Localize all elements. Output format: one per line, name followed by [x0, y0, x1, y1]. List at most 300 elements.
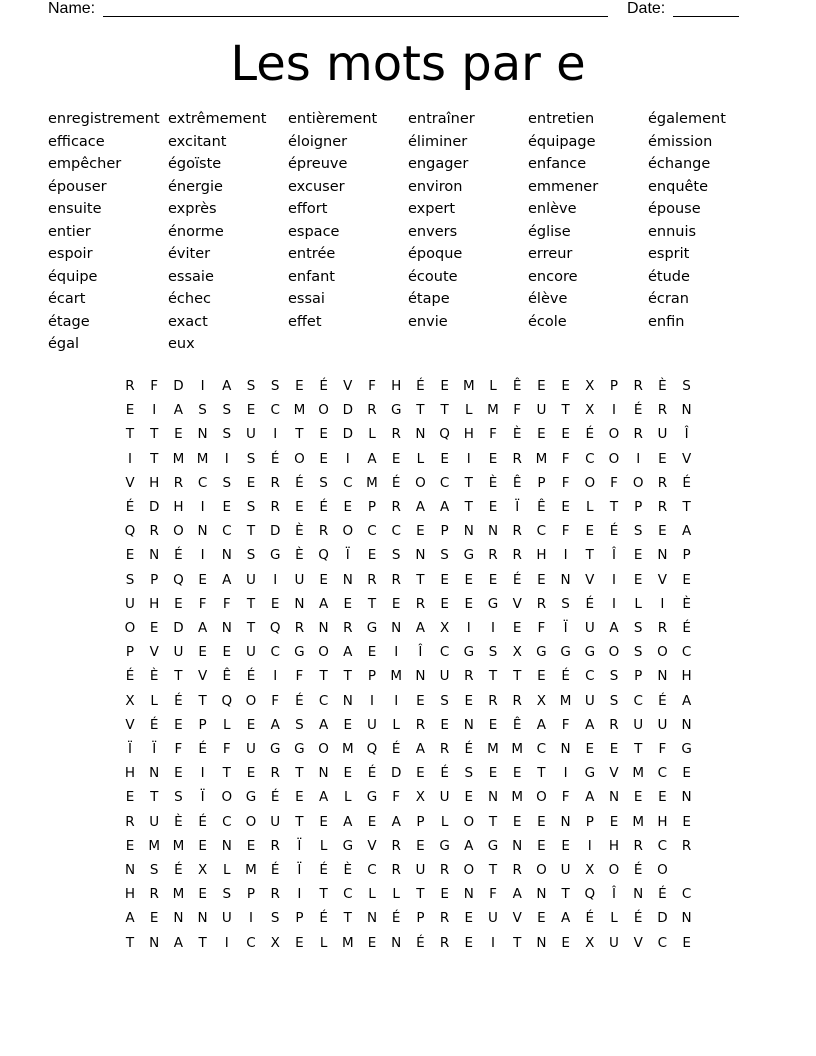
- grid-letter: F: [561, 716, 570, 733]
- grid-letter: A: [222, 571, 232, 588]
- grid-letter: E: [609, 741, 619, 757]
- grid-letter: A: [197, 620, 208, 636]
- grid-letter: C: [657, 765, 668, 782]
- grid-letter: C: [246, 934, 256, 951]
- grid-letter: T: [488, 862, 498, 878]
- grid-letter: F: [561, 523, 570, 540]
- grid-letter: R: [488, 692, 498, 709]
- grid-row: [119, 616, 699, 640]
- grid-letter: R: [657, 402, 668, 419]
- grid-letter: É: [658, 692, 667, 709]
- grid-letter: E: [319, 450, 328, 467]
- grid-letter: O: [318, 644, 329, 661]
- grid-letter: S: [222, 886, 232, 903]
- grid-letter: R: [391, 862, 401, 878]
- grid-letter: X: [585, 378, 595, 394]
- grid-letter: N: [197, 910, 208, 927]
- grid-letter: A: [318, 595, 329, 612]
- word-list-item: effet: [288, 313, 322, 330]
- grid-letter: R: [657, 474, 668, 491]
- grid-letter: É: [633, 402, 643, 419]
- grid-letter: E: [537, 910, 546, 927]
- grid-letter: D: [657, 910, 668, 927]
- grid-letter: Ï: [152, 741, 157, 757]
- grid-letter: O: [608, 426, 620, 443]
- grid-letter: N: [197, 523, 208, 540]
- grid-letter: A: [173, 402, 184, 419]
- grid-letter: E: [391, 595, 401, 612]
- grid-letter: N: [608, 789, 620, 806]
- word-list-item: essai: [288, 291, 325, 307]
- grid-letter: A: [536, 716, 547, 733]
- grid-letter: N: [221, 547, 232, 564]
- grid-letter: Q: [173, 571, 184, 588]
- grid-letter: S: [222, 402, 232, 419]
- grid-letter: S: [174, 789, 183, 806]
- word-list-item: échec: [168, 291, 211, 307]
- grid-letter: F: [561, 474, 570, 491]
- grid-letter: É: [367, 765, 377, 782]
- grid-letter: D: [269, 523, 281, 540]
- grid-letter: D: [173, 620, 184, 636]
- grid-letter: M: [341, 741, 354, 757]
- grid-letter: I: [491, 934, 495, 951]
- grid-letter: E: [343, 716, 353, 733]
- grid-letter: T: [150, 426, 159, 443]
- grid-letter: X: [439, 620, 450, 636]
- grid-letter: M: [632, 765, 645, 782]
- grid-letter: L: [344, 789, 352, 806]
- grid-letter: G: [294, 644, 305, 661]
- grid-letter: É: [319, 910, 328, 927]
- grid-letter: E: [246, 765, 256, 782]
- grid-letter: C: [681, 886, 692, 903]
- grid-letter: S: [270, 378, 280, 394]
- grid-letter: C: [343, 886, 353, 903]
- grid-letter: E: [440, 886, 449, 903]
- grid-letter: É: [658, 886, 667, 903]
- grid-letter: N: [221, 837, 232, 854]
- grid-letter: É: [319, 862, 328, 878]
- grid-letter: Î: [418, 644, 423, 661]
- grid-letter: F: [271, 692, 280, 709]
- grid-letter: S: [440, 692, 449, 709]
- grid-letter: N: [463, 716, 474, 733]
- grid-letter: Q: [439, 426, 450, 443]
- grid-letter: N: [415, 547, 426, 564]
- grid-letter: È: [149, 668, 159, 685]
- grid-letter: H: [124, 765, 136, 782]
- grid-row: [119, 810, 699, 834]
- word-list-item: ensuite: [48, 201, 102, 217]
- grid-letter: N: [149, 934, 160, 951]
- word-list-item: équipage: [528, 133, 596, 150]
- grid-letter: I: [273, 571, 278, 588]
- grid-letter: I: [152, 402, 157, 419]
- grid-letter: G: [366, 620, 378, 636]
- grid-letter: N: [681, 402, 692, 419]
- grid-letter: É: [585, 426, 595, 443]
- word-list-item: enfance: [528, 156, 587, 172]
- date-field-line[interactable]: [673, 0, 739, 17]
- grid-letter: T: [295, 426, 304, 443]
- grid-letter: S: [222, 426, 232, 443]
- grid-letter: M: [632, 813, 645, 830]
- grid-letter: E: [174, 595, 183, 612]
- word-list-item: empêcher: [48, 156, 122, 172]
- grid-letter: X: [585, 862, 595, 878]
- word-list-item: également: [648, 111, 726, 127]
- grid-letter: V: [125, 474, 135, 491]
- word-list-item: enregistrement: [48, 111, 160, 127]
- grid-letter: E: [440, 716, 449, 733]
- grid-letter: Ï: [200, 789, 205, 806]
- grid-letter: R: [488, 547, 498, 564]
- grid-letter: H: [391, 378, 402, 394]
- grid-letter: N: [487, 789, 499, 806]
- grid-letter: N: [149, 547, 160, 564]
- grid-letter: V: [149, 644, 159, 661]
- grid-letter: I: [200, 547, 205, 564]
- grid-letter: G: [487, 837, 499, 854]
- grid-letter: R: [318, 523, 329, 540]
- grid-letter: N: [681, 910, 692, 927]
- grid-letter: F: [198, 595, 207, 612]
- grid-letter: U: [609, 934, 619, 951]
- grid-letter: È: [658, 378, 667, 394]
- grid-letter: E: [198, 837, 207, 854]
- grid-row: [119, 471, 699, 495]
- grid-letter: A: [367, 450, 377, 467]
- grid-letter: H: [149, 595, 160, 612]
- word-list-item: essaie: [168, 268, 214, 285]
- grid-letter: T: [198, 692, 207, 709]
- grid-letter: L: [465, 402, 473, 419]
- grid-letter: É: [561, 668, 570, 685]
- grid-letter: E: [440, 450, 449, 467]
- name-label: Name:: [48, 0, 100, 17]
- grid-letter: M: [462, 378, 475, 394]
- grid-letter: I: [224, 934, 229, 951]
- grid-letter: X: [512, 644, 522, 661]
- grid-letter: M: [366, 474, 378, 491]
- grid-letter: F: [513, 402, 522, 419]
- grid-letter: Q: [221, 692, 233, 709]
- grid-row: [119, 374, 699, 398]
- grid-row: [119, 422, 699, 446]
- grid-letter: I: [273, 426, 278, 443]
- word-list-item: excuser: [288, 178, 345, 195]
- grid-letter: E: [295, 378, 304, 394]
- grid-letter: F: [561, 450, 570, 467]
- grid-letter: L: [392, 716, 400, 733]
- grid-letter: U: [294, 571, 305, 588]
- grid-letter: R: [512, 692, 522, 709]
- grid-letter: U: [367, 716, 377, 733]
- grid-letter: I: [612, 571, 616, 588]
- grid-letter: I: [297, 886, 302, 903]
- grid-letter: M: [390, 668, 403, 685]
- grid-letter: U: [221, 910, 232, 927]
- grid-letter: G: [342, 837, 354, 854]
- grid-letter: V: [125, 716, 135, 733]
- grid-letter: A: [681, 692, 692, 709]
- grid-letter: I: [587, 837, 592, 854]
- grid-letter: C: [657, 837, 668, 854]
- word-list-item: écran: [648, 291, 689, 307]
- grid-letter: F: [392, 789, 401, 806]
- grid-letter: V: [609, 765, 619, 782]
- grid-letter: R: [125, 813, 135, 830]
- grid-letter: N: [487, 523, 499, 540]
- grid-letter: N: [657, 547, 668, 564]
- grid-letter: N: [681, 789, 692, 806]
- grid-letter: U: [439, 789, 450, 806]
- grid-letter: C: [681, 644, 692, 661]
- grid-letter: D: [342, 426, 353, 443]
- grid-letter: R: [512, 862, 522, 878]
- grid-letter: T: [367, 595, 377, 612]
- grid-letter: E: [174, 426, 183, 443]
- word-list-item: épouse: [648, 201, 701, 217]
- grid-letter: G: [245, 789, 257, 806]
- grid-letter: P: [295, 910, 304, 927]
- grid-letter: I: [200, 378, 205, 394]
- word-list-item: enfin: [648, 313, 685, 330]
- grid-letter: A: [343, 644, 353, 661]
- grid-letter: E: [270, 595, 280, 612]
- grid-letter: U: [657, 716, 668, 733]
- grid-letter: U: [415, 862, 426, 878]
- word-list-item: égal: [48, 336, 80, 352]
- letter-grid: [119, 374, 699, 954]
- grid-letter: M: [172, 837, 185, 854]
- grid-letter: E: [343, 765, 353, 782]
- grid-letter: E: [343, 499, 353, 515]
- grid-row: [119, 882, 699, 906]
- grid-letter: I: [466, 620, 471, 636]
- word-list-item: entraîner: [408, 111, 475, 127]
- grid-letter: Î: [612, 886, 616, 903]
- grid-letter: L: [440, 813, 449, 830]
- grid-letter: E: [682, 934, 691, 951]
- grid-letter: L: [416, 450, 425, 467]
- grid-letter: D: [390, 765, 402, 782]
- grid-letter: Ï: [563, 620, 568, 636]
- grid-letter: A: [391, 813, 401, 830]
- grid-letter: G: [463, 644, 475, 661]
- grid-letter: H: [463, 426, 474, 443]
- grid-letter: E: [488, 716, 498, 733]
- grid-letter: E: [222, 644, 232, 661]
- grid-letter: E: [682, 765, 691, 782]
- grid-letter: T: [343, 668, 352, 685]
- grid-letter: É: [585, 910, 595, 927]
- grid-letter: S: [488, 644, 498, 661]
- grid-letter: É: [125, 668, 135, 685]
- grid-letter: É: [682, 474, 691, 491]
- grid-letter: O: [584, 474, 596, 491]
- grid-letter: F: [489, 886, 497, 903]
- grid-letter: I: [394, 692, 399, 709]
- word-list-item: exact: [168, 313, 208, 330]
- grid-letter: T: [488, 813, 498, 830]
- word-list-item: entier: [48, 223, 91, 240]
- grid-letter: U: [246, 741, 256, 757]
- word-list-item: égoïste: [168, 156, 222, 172]
- word-list-item: éloigner: [288, 133, 348, 150]
- grid-letter: L: [319, 837, 328, 854]
- grid-letter: E: [585, 741, 595, 757]
- grid-letter: X: [197, 862, 208, 878]
- name-field-line[interactable]: [103, 0, 608, 17]
- grid-letter: T: [246, 620, 256, 636]
- word-list-item: église: [528, 223, 571, 240]
- grid-letter: E: [464, 789, 474, 806]
- grid-letter: F: [174, 741, 183, 757]
- grid-letter: L: [368, 886, 376, 903]
- grid-letter: A: [415, 620, 426, 636]
- grid-letter: M: [148, 837, 161, 854]
- grid-letter: E: [198, 886, 207, 903]
- grid-letter: E: [512, 765, 522, 782]
- grid-letter: É: [174, 862, 183, 878]
- grid-letter: T: [634, 741, 643, 757]
- grid-letter: P: [367, 499, 377, 515]
- grid-letter: A: [560, 910, 571, 927]
- grid-letter: U: [488, 910, 498, 927]
- grid-letter: H: [608, 837, 620, 854]
- grid-letter: Ï: [128, 741, 132, 757]
- grid-letter: S: [682, 378, 691, 394]
- grid-letter: N: [415, 668, 426, 685]
- grid-letter: T: [222, 765, 231, 782]
- grid-letter: G: [560, 644, 571, 661]
- grid-letter: O: [657, 862, 668, 878]
- grid-letter: M: [487, 402, 499, 419]
- grid-letter: E: [537, 813, 546, 830]
- grid-letter: E: [440, 378, 449, 394]
- grid-letter: E: [488, 765, 498, 782]
- grid-letter: P: [634, 499, 643, 515]
- grid-letter: I: [345, 450, 350, 467]
- grid-letter: T: [682, 499, 691, 515]
- grid-letter: Ê: [512, 378, 522, 394]
- grid-letter: E: [658, 523, 667, 540]
- word-list-item: étape: [408, 291, 450, 307]
- grid-letter: É: [391, 741, 401, 757]
- grid-letter: U: [149, 813, 160, 830]
- grid-letter: S: [319, 474, 328, 491]
- grid-letter: S: [246, 450, 256, 467]
- grid-letter: È: [174, 813, 183, 830]
- word-list-item: épreuve: [288, 156, 348, 172]
- word-list-item: entretien: [528, 111, 595, 127]
- grid-letter: E: [125, 547, 135, 564]
- grid-letter: G: [390, 402, 402, 419]
- word-list-item: engager: [408, 156, 469, 172]
- word-list-item: échange: [648, 156, 711, 172]
- grid-letter: S: [246, 378, 256, 394]
- grid-letter: E: [367, 934, 377, 951]
- grid-letter: L: [319, 934, 328, 951]
- word-list-item: excitant: [168, 133, 227, 150]
- grid-letter: R: [270, 499, 280, 515]
- grid-letter: Q: [584, 886, 596, 903]
- grid-letter: F: [658, 741, 667, 757]
- grid-letter: E: [512, 620, 522, 636]
- grid-letter: H: [681, 668, 692, 685]
- grid-letter: E: [633, 571, 643, 588]
- grid-row: [119, 931, 699, 955]
- grid-letter: L: [368, 426, 376, 443]
- grid-letter: E: [246, 837, 256, 854]
- grid-letter: T: [416, 571, 425, 588]
- word-list-item: envie: [408, 313, 448, 330]
- word-list-item: envers: [408, 223, 458, 240]
- grid-letter: R: [657, 499, 668, 515]
- word-list-item: élève: [528, 291, 568, 307]
- grid-letter: É: [440, 765, 449, 782]
- grid-letter: E: [416, 837, 425, 854]
- word-list-item: efficace: [48, 133, 105, 150]
- grid-letter: E: [222, 499, 232, 515]
- grid-letter: R: [439, 910, 450, 927]
- grid-letter: E: [125, 837, 135, 854]
- grid-letter: O: [608, 862, 620, 878]
- word-list-item: esprit: [648, 246, 690, 262]
- word-list-item: entièrement: [288, 111, 378, 127]
- grid-letter: T: [513, 934, 522, 951]
- word-list-item: école: [528, 313, 567, 330]
- grid-letter: N: [560, 571, 571, 588]
- grid-letter: N: [149, 765, 160, 782]
- grid-letter: P: [416, 910, 425, 927]
- grid-letter: G: [681, 741, 692, 757]
- grid-letter: T: [125, 426, 135, 443]
- grid-letter: S: [198, 402, 207, 419]
- grid-letter: E: [464, 692, 474, 709]
- grid-letter: E: [537, 571, 546, 588]
- grid-letter: O: [463, 813, 475, 830]
- grid-letter: L: [489, 378, 497, 394]
- grid-letter: Ê: [537, 499, 546, 515]
- grid-letter: C: [270, 644, 280, 661]
- grid-letter: V: [343, 378, 353, 394]
- grid-letter: C: [270, 402, 280, 419]
- grid-letter: E: [174, 765, 183, 782]
- grid-letter: E: [319, 813, 328, 830]
- grid-letter: C: [318, 692, 329, 709]
- grid-letter: O: [536, 862, 547, 878]
- grid-letter: H: [149, 474, 160, 491]
- grid-letter: E: [633, 789, 643, 806]
- grid-letter: M: [559, 692, 572, 709]
- grid-letter: C: [536, 741, 547, 757]
- grid-letter: P: [609, 378, 619, 394]
- grid-letter: F: [150, 378, 159, 394]
- grid-letter: T: [319, 668, 328, 685]
- grid-letter: I: [224, 450, 229, 467]
- grid-letter: E: [440, 571, 449, 588]
- grid-letter: U: [560, 862, 571, 878]
- grid-letter: V: [197, 668, 208, 685]
- grid-letter: E: [149, 620, 159, 636]
- grid-letter: R: [125, 378, 135, 394]
- grid-letter: E: [319, 571, 328, 588]
- grid-letter: E: [125, 402, 135, 419]
- grid-letter: C: [633, 692, 643, 709]
